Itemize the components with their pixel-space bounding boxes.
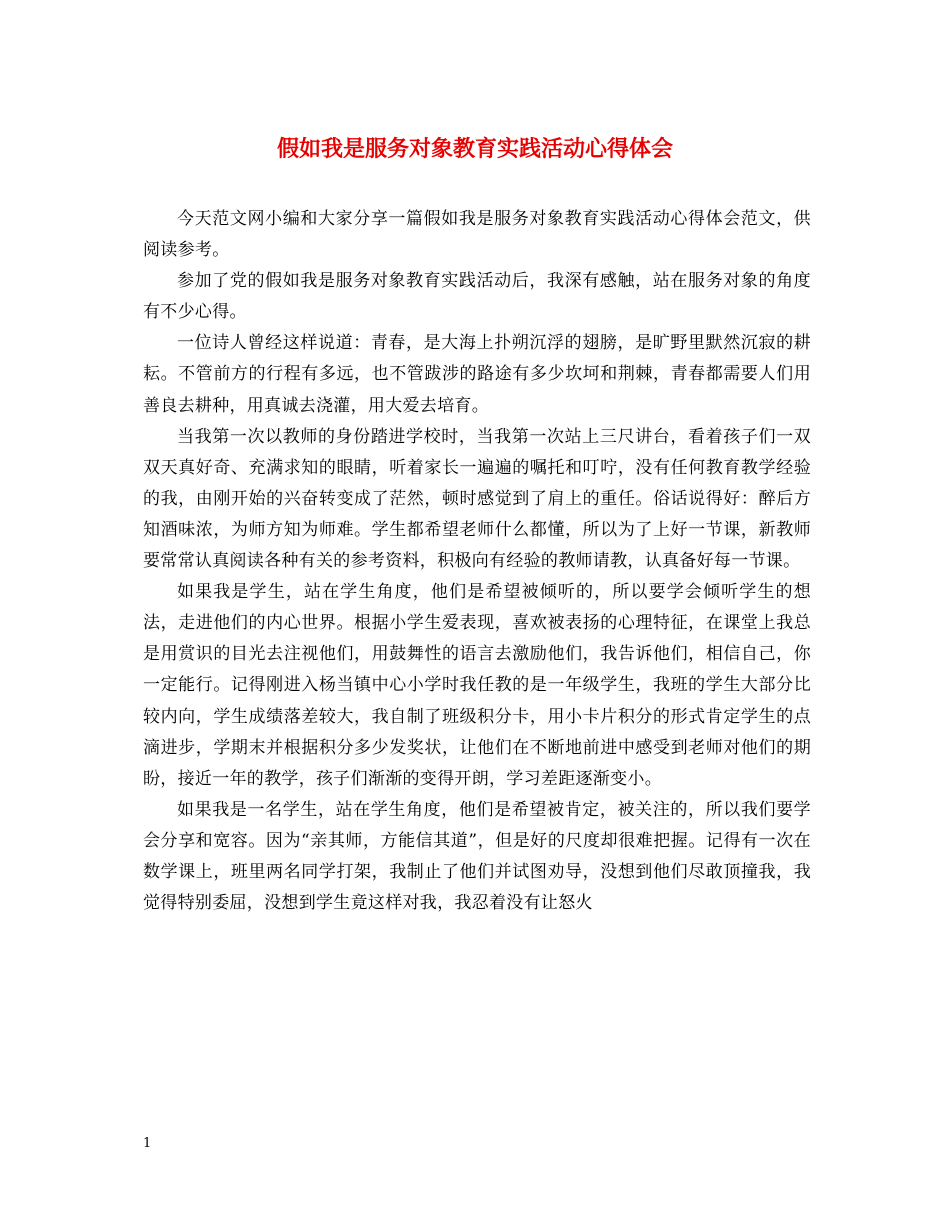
paragraph-intro: 今天范文网小编和大家分享一篇假如我是服务对象教育实践活动心得体会范文，供阅读参考。 — [143, 209, 811, 261]
paragraph-participation: 参加了党的假如我是服务对象教育实践活动后，我深有感触，站在服务对象的角度有不少心得。 — [143, 271, 811, 323]
document-title: 假如我是服务对象教育实践活动心得体会 — [276, 136, 673, 162]
paragraph-listening-students: 如果我是学生，站在学生角度，他们是希望被倾听的，所以要学会倾听学生的想法，走进他们的内心世界。根据小学生爱表现，喜欢被表扬的心理特征，在课堂上我总是用赏识的目光去注视他们，用鼓舞性的语言去激励他们，我告诉他们，相信自己，你一定能行。记得刚进入杨当镇中心小学时我任教的是一年级学生，我班的学生大部分比较内向，学生成绩落差较大，我自制了班级积分卡，用小卡片积分的形式肯定学生的点滴进步，学期末并根据积分多少发奖状，让他们在不断地前进中感受到老师对他们的期盼，接近一年的教学，孩子们渐渐的变得开朗，学习差距逐渐变小。 — [143, 582, 811, 789]
paragraph-first-teaching: 当我第一次以教师的身份踏进学校时，当我第一次站上三尺讲台，看着孩子们一双双天真好奇、充满求知的眼睛，听着家长一遍遍的嘱托和叮咛，没有任何教育教学经验的我，由刚开始的兴奋转变成了茫然，顿时感觉到了肩上的重任。俗话说得好：醉后方知酒味浓，为师方知为师难。学生都希望老师什么都懂，所以为了上好一节课，新教师要常常认真阅读各种有关的参考资料，积极向有经验的教师请教，认真备好每一节课。 — [143, 426, 811, 572]
page-number: 1 — [143, 1136, 152, 1151]
paragraph-sharing-tolerance: 如果我是一名学生，站在学生角度，他们是希望被肯定，被关注的，所以我们要学会分享和宽容。因为“亲其师，方能信其道”，但是好的尺度却很难把握。记得有一次在数学课上，班里两名同学打架，我制止了他们并试图劝导，没想到他们尽敢顶撞我，我觉得特别委屈，没想到学生竟这样对我，我忍着没有让怒火 — [143, 799, 811, 914]
paragraph-poet-quote: 一位诗人曾经这样说道：青春，是大海上扑朔沉浮的翅膀，是旷野里默然沉寂的耕耘。不管前方的行程有多远，也不管跋涉的路途有多少坎坷和荆棘，青春都需要人们用善良去耕种，用真诚去浇灌，用大爱去培育。 — [143, 333, 811, 416]
document-body — [143, 204, 811, 919]
